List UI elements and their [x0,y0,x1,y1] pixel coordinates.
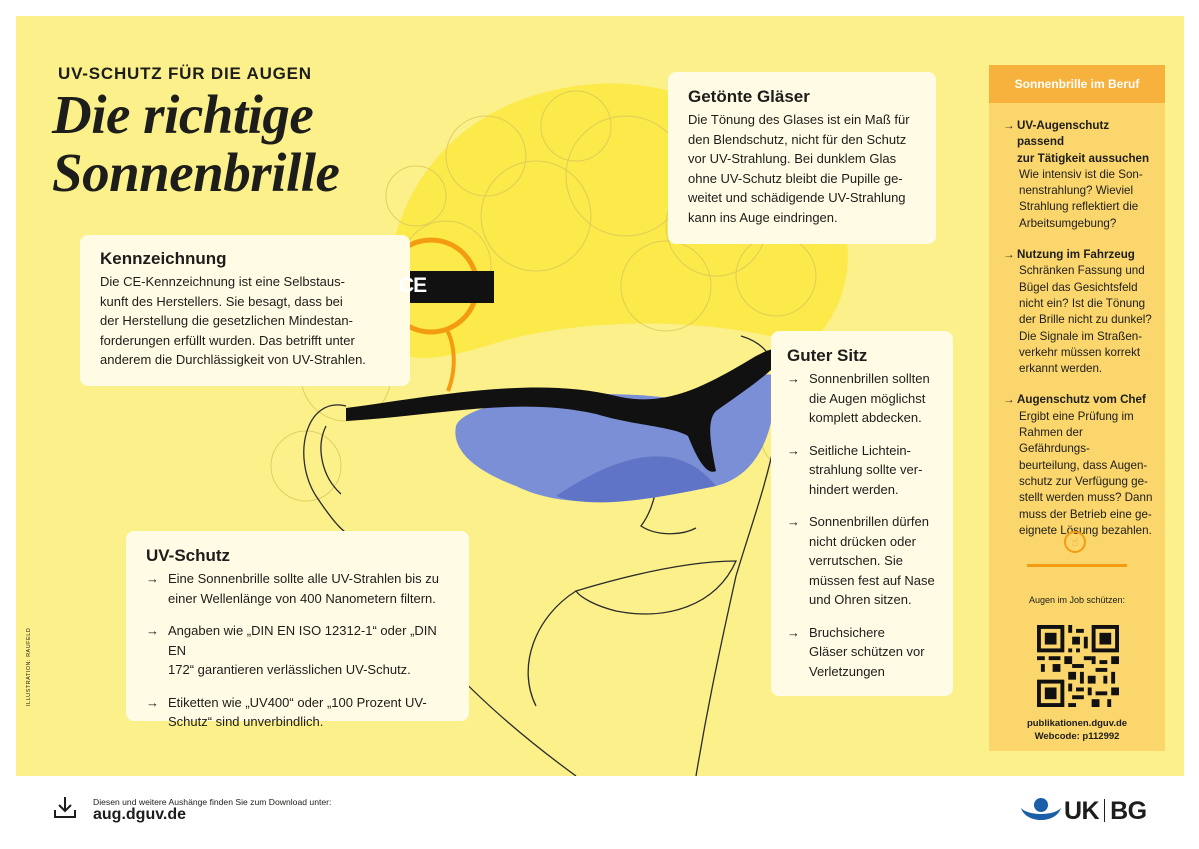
text-line: die Augen möglichst [809,390,926,406]
text-line: Seitliche Lichtein- [809,442,911,458]
text-line: weitet und schädigende UV-Strahlung [688,190,906,205]
sidebar-url [989,717,1165,743]
text-line: Ergibt eine Prüfung im [1019,409,1134,423]
ukbg-logo-icon [1020,796,1062,826]
text-line: kunft des Herstellers. Sie besagt, dass bei [100,293,343,309]
sidebar-section [989,247,1165,377]
text-line: vor UV-Strahlung. Bei dunklem Glas [688,151,897,166]
text-line: Eine Sonnenbrille sollte alle UV-Strahlen bis zu [168,571,439,586]
text-line: der Brille nicht zu dunkel? [1019,313,1152,327]
text-line: der Herstellung die gesetzlichen Mindestan- [100,313,353,328]
text-line: nenstrahlung? Wieviel [1019,184,1134,198]
text-line: Die Signale im Straßen- [1019,329,1143,343]
text-line: 172“ garantieren verlässlichen UV-Schutz. [168,662,411,677]
sidebar-section-body [1003,167,1153,232]
sidebar-section-body [1003,263,1153,377]
text-line: kann ins Auge eindringen. [688,209,838,225]
webcode: Webcode: p112992 [1034,731,1120,742]
card-body [688,110,916,227]
illustration-credit: ILLUSTRATION: RAUFELD [26,627,32,706]
list-item [787,369,937,428]
card-getoente-glaeser [668,72,936,244]
qr-code[interactable] [1037,625,1119,707]
text-line: strahlung sollte ver- [809,462,923,477]
text-line: ohne UV-Schutz bleibt die Pupille ge- [688,170,903,186]
text-line: verkehr müssen korrekt [1019,345,1141,359]
text-line: nicht drücken oder [809,533,916,549]
text-line: nicht ein? Ist die Tönung [1019,296,1146,310]
sidebar-section [989,392,1165,539]
ce-mark: CE [399,274,427,297]
text-line: den Blendschutz, nicht für den Schutz [688,131,907,147]
poster [16,16,1184,776]
bullet-list [787,369,937,681]
arrow-right-icon: → [787,624,800,640]
text-line: Bügel das Gesichtsfeld [1019,280,1138,294]
divider [1027,564,1127,567]
text-line: Sonnenbrillen sollten [809,371,930,386]
sidebar-section-heading: Nutzung im Fahrzeug [1017,248,1135,262]
text-line: Rahmen der Gefährdungs- [1019,426,1090,456]
text-line: beurteilung, dass Augen- [1019,458,1148,472]
text-line: forderungen erfüllt wurden. Das betrifft unter [100,332,355,348]
card-kennzeichnung [80,235,410,386]
text-line: erkannt werden. [1019,362,1103,376]
qr-label: Augen im Job schützen: [1028,595,1126,605]
card-guter-sitz [771,331,953,696]
sidebar-header: Sonnenbrille im Beruf [989,65,1165,103]
card-heading: Getönte Gläser [688,87,810,106]
text-line: Bruchsichere [809,624,885,640]
text-line: zur Tätigkeit aussuchen [1017,151,1150,165]
page-title [52,86,339,202]
text-line: UV-Augenschutz passend [1017,119,1110,149]
list-item [787,623,937,682]
text-line: Schränken Fassung und [1019,264,1145,278]
text-line: müssen fest auf Nase [809,572,935,588]
sidebar-section-heading [1003,118,1153,167]
arrow-right-icon: → [1003,119,1015,132]
arrow-right-icon: → [146,571,159,586]
sidebar-sonnenbrille-im-beruf [989,65,1165,751]
text-line: muss der Betrieb eine ge- [1019,507,1152,521]
text-line: Wie intensiv ist die Son- [1019,167,1143,181]
list-item [146,569,449,608]
text-line: und Ohren sitzen. [809,592,912,607]
download-icon[interactable] [53,795,77,819]
title-line-2: Sonnenbrille [52,142,340,203]
sidebar-section [989,118,1165,232]
text-line: Angaben wie „DIN EN ISO 12312-1“ oder „DIN EN [168,623,437,658]
publikationen-link[interactable]: publikationen.dguv.de [1026,718,1128,729]
text-line: Verletzungen [809,663,885,679]
text-line: eignete Lösung bezahlen. [1019,523,1152,537]
text-line: Etiketten wie „UV400“ oder „100 Prozent UV- [168,694,427,710]
text-line: Die CE-Kennzeichnung ist eine Selbstaus- [100,274,345,289]
text-line: Gläser schützen vor [809,644,925,659]
text-line: einer Wellenlänge von 400 Nanometern filtern. [168,590,436,606]
card-heading: UV-Schutz [146,546,231,565]
text-line: anderem die Durchlässigkeit von UV-Strahlen. [100,352,366,367]
card-body [100,272,390,370]
footer-text: Diesen und weitere Aushänge finden Sie zum Download unter: [93,797,332,807]
card-heading: Kennzeichnung [100,249,227,268]
arrow-right-icon: → [146,623,159,638]
text-line: stellt werden muss? Dann [1019,491,1153,505]
footer-url[interactable]: aug.dguv.de [93,806,187,823]
arrow-right-icon: → [787,514,800,529]
bullet-list [146,569,449,732]
text-line: komplett abdecken. [809,410,922,425]
text-line: schutz zur Verfügung ge- [1019,474,1148,488]
text-line: hindert werden. [809,481,899,497]
arrow-right-icon: → [146,694,159,710]
arrow-right-icon: → [787,371,800,386]
logo-text [1064,797,1147,826]
text-line: Sonnenbrillen dürfen [809,514,929,529]
sidebar-section-body [1003,409,1153,539]
logo-part-uk: UK [1064,797,1100,825]
list-item [146,621,449,680]
card-heading: Guter Sitz [787,346,868,365]
title-line-1: Die richtige [52,84,314,145]
list-item [146,693,449,732]
logo-part-bg: BG [1110,797,1147,825]
logo-separator [1104,799,1105,822]
arrow-right-icon: → [1003,393,1015,407]
arrow-right-icon: → [1003,248,1015,262]
arrow-right-icon: → [787,442,800,458]
hand-pointer-icon: ☝ [1064,531,1086,553]
list-item [787,441,937,500]
card-uv-schutz [126,531,469,729]
text-line: Strahlung reflektiert die [1019,200,1139,214]
text-line: verrutschen. Sie [809,553,903,568]
text-line: Arbeitsumgebung? [1019,216,1117,230]
text-line: Schutz“ sind unverbindlich. [168,714,324,729]
list-item [787,512,937,610]
kicker: UV-SCHUTZ FÜR DIE AUGEN [58,64,312,83]
text-line: Die Tönung des Glases ist ein Maß für [688,112,910,127]
sidebar-section-heading: Augenschutz vom Chef [1017,393,1146,407]
